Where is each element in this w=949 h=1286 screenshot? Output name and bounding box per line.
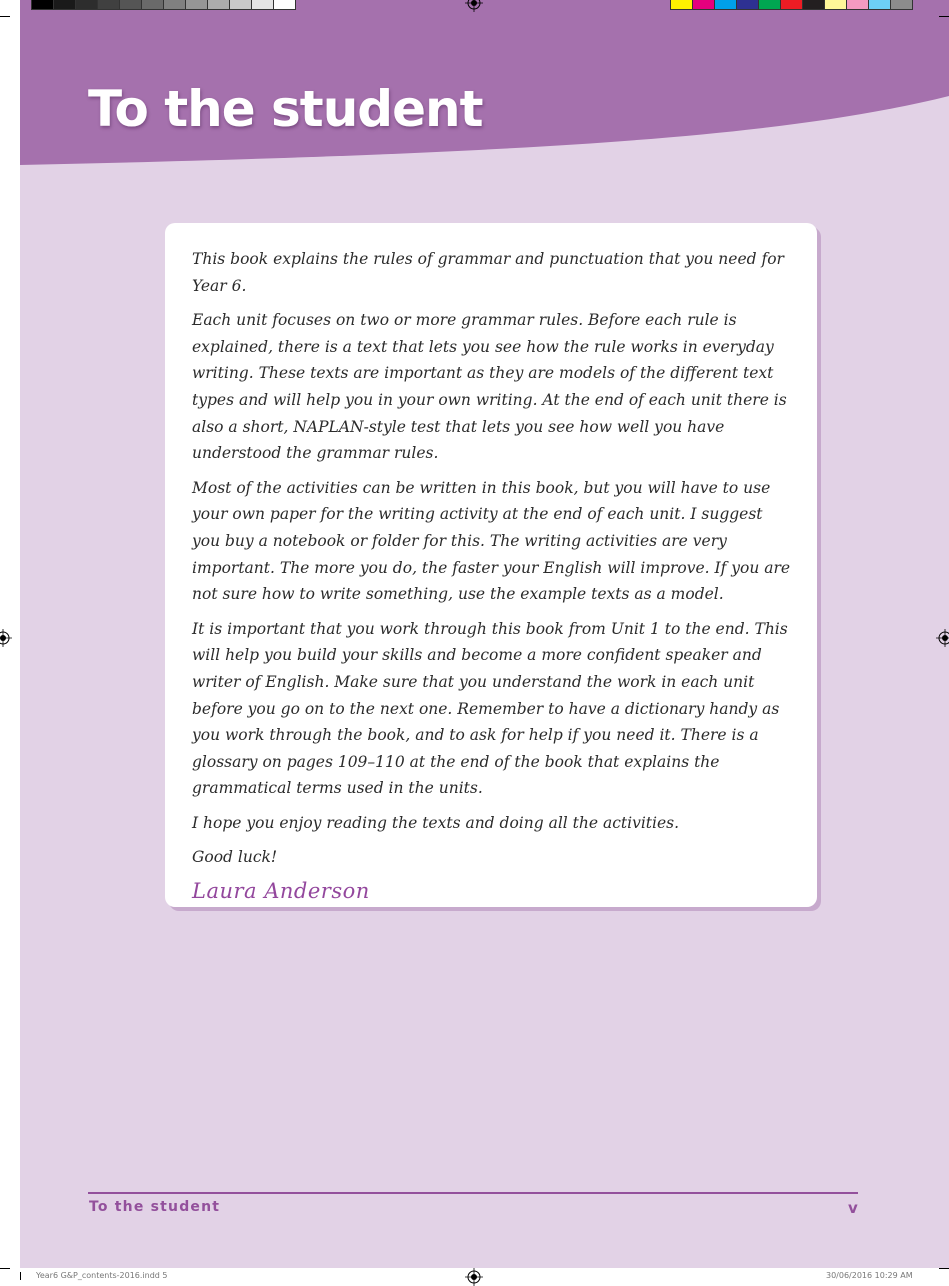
paragraph: Good luck! <box>192 848 278 867</box>
gray-swatch <box>142 0 163 9</box>
color-swatch <box>759 0 780 9</box>
crop-mark <box>20 1272 21 1280</box>
color-swatch <box>847 0 868 9</box>
gray-swatch <box>186 0 207 9</box>
color-swatch <box>671 0 692 9</box>
gray-swatch <box>230 0 251 9</box>
color-swatch <box>781 0 802 9</box>
gray-swatch <box>120 0 141 9</box>
color-swatch <box>693 0 714 9</box>
gray-swatch <box>76 0 97 9</box>
gray-swatch <box>164 0 185 9</box>
slug-filename: Year6 G&P_contents-2016.indd 5 <box>36 1271 168 1280</box>
gray-swatch <box>274 0 295 9</box>
crop-mark <box>0 1268 10 1269</box>
crop-mark <box>0 16 10 17</box>
page-title: To the student <box>88 80 483 138</box>
slug-timestamp: 30/06/2016 10:29 AM <box>826 1271 913 1280</box>
page-number: v <box>848 1199 858 1217</box>
gray-swatch <box>252 0 273 9</box>
color-swatch <box>891 0 912 9</box>
author-signature: Laura Anderson <box>192 879 370 904</box>
footer-divider <box>88 1192 858 1194</box>
gray-swatch <box>54 0 75 9</box>
gray-swatch <box>208 0 229 9</box>
registration-mark-icon <box>936 629 949 647</box>
intro-text-card <box>165 223 817 907</box>
gray-swatch <box>98 0 119 9</box>
crop-mark <box>939 16 949 17</box>
color-swatch <box>825 0 846 9</box>
registration-mark-icon <box>465 1268 483 1286</box>
registration-mark-icon <box>0 629 12 647</box>
paragraph: Each unit focuses on two or more grammar rules. Before each rule is explained, there is a text that lets you see how the rule works in everyday writing. These texts are important as they are models of the different text types and will help you in your own writing. At the end of each unit there is also a short, NAPLAN-style test that lets you see how well you have understood the grammar rules. <box>192 311 787 463</box>
color-swatch <box>715 0 736 9</box>
crop-mark <box>939 1268 949 1269</box>
paragraph: Most of the activities can be written in this book, but you will have to use your own paper for the writing activity at the end of each unit. I suggest you buy a notebook or folder for this. The writing activities are very important. The more you do, the faster your English will improve. If you are not sure how to write something, use the example texts as a model. <box>192 478 791 604</box>
gray-swatch <box>32 0 53 9</box>
footer-section-label: To the student <box>89 1199 221 1215</box>
paragraph: It is important that you work through this book from Unit 1 to the end. This will help you build your skills and become a more confident speaker and writer of English. Make sure that you understand the work in each unit before you go on to the next one. Remember to have a dictionary handy as you work through the book, and to ask for help if you need it. There is a glossary on pages 109–110 at the end of the book that explains the grammatical terms used in the units. <box>192 619 788 798</box>
color-swatch <box>803 0 824 9</box>
paragraph: I hope you enjoy reading the texts and doing all the activities. <box>192 813 680 832</box>
color-swatch <box>737 0 758 9</box>
color-swatch <box>869 0 890 9</box>
registration-mark-icon <box>465 0 483 12</box>
paragraph: This book explains the rules of grammar and punctuation that you need for Year 6. <box>192 250 784 295</box>
